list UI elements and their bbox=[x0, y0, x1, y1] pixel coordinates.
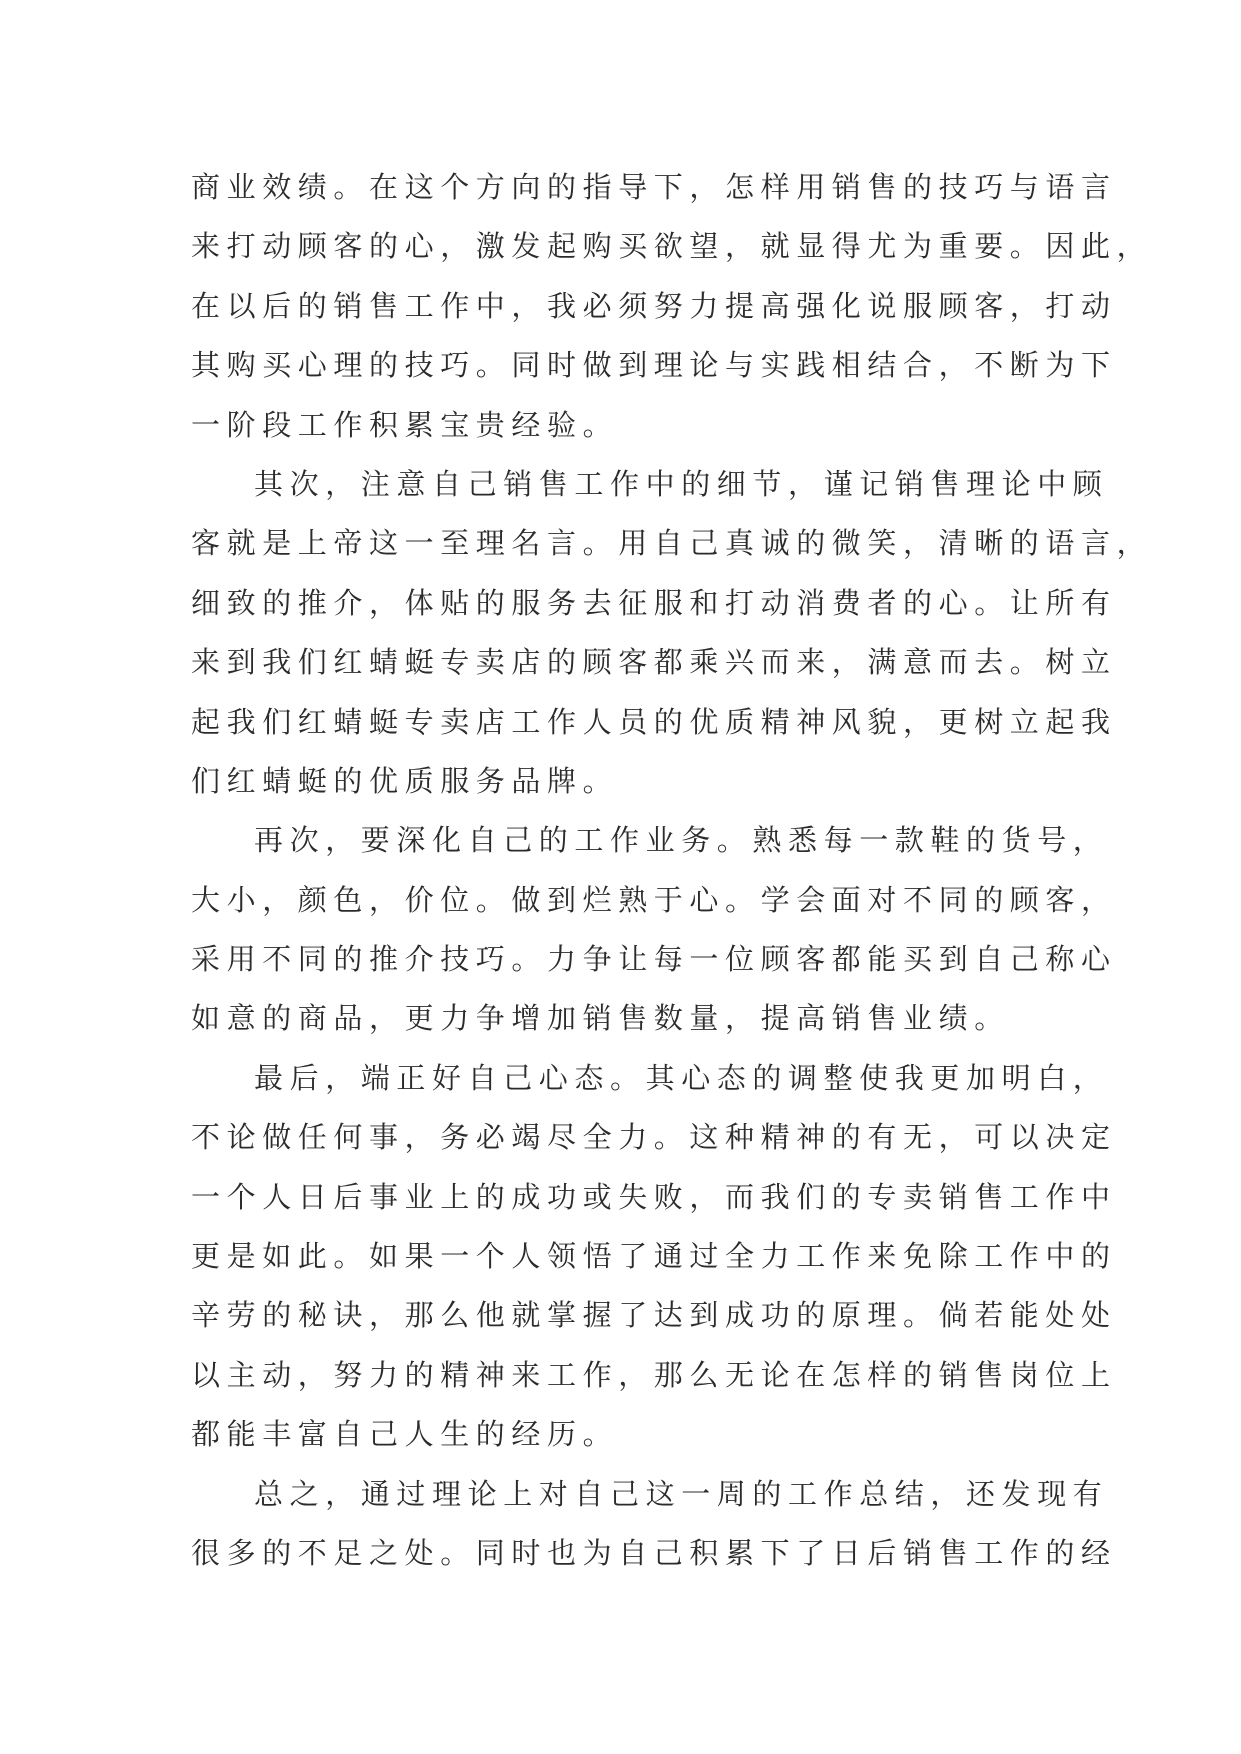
text-line: 起我们红蜻蜓专卖店工作人员的优质精神风貌，更树立起我 bbox=[191, 704, 1117, 739]
text-line: 很多的不足之处。同时也为自己积累下了日后销售工作的经 bbox=[191, 1535, 1117, 1570]
text-line: 一个人日后事业上的成功或失败，而我们的专卖销售工作中 bbox=[191, 1179, 1117, 1214]
text-line: 来打动顾客的心，激发起购买欲望，就显得尤为重要。因此， bbox=[191, 229, 1153, 264]
text-line: 大小，颜色，价位。做到烂熟于心。学会面对不同的顾客， bbox=[191, 882, 1117, 917]
text-line: 如意的商品，更力争增加销售数量，提高销售业绩。 bbox=[191, 1001, 1010, 1036]
text-line: 在以后的销售工作中，我必须努力提高强化说服顾客，打动 bbox=[191, 288, 1117, 323]
text-line: 其次，注意自己销售工作中的细节，谨记销售理论中顾 bbox=[254, 466, 1109, 501]
text-line: 总之，通过理论上对自己这一周的工作总结，还发现有 bbox=[254, 1476, 1109, 1511]
text-line: 以主动，努力的精神来工作，那么无论在怎样的销售岗位上 bbox=[191, 1357, 1117, 1392]
text-line: 辛劳的秘诀，那么他就掌握了达到成功的原理。倘若能处处 bbox=[191, 1298, 1117, 1333]
text-line: 其购买心理的技巧。同时做到理论与实践相结合，不断为下 bbox=[191, 348, 1117, 383]
text-line: 来到我们红蜻蜓专卖店的顾客都乘兴而来，满意而去。树立 bbox=[191, 645, 1117, 680]
document-body bbox=[191, 158, 1153, 1583]
text-line: 都能丰富自己人生的经历。 bbox=[191, 1417, 619, 1452]
text-line: 一阶段工作积累宝贵经验。 bbox=[191, 407, 619, 442]
text-line: 最后，端正好自己心态。其心态的调整使我更加明白， bbox=[254, 1060, 1109, 1095]
text-line: 客就是上帝这一至理名言。用自己真诚的微笑，清晰的语言， bbox=[191, 526, 1153, 561]
text-line: 细致的推介，体贴的服务去征服和打动消费者的心。让所有 bbox=[191, 585, 1117, 620]
text-line: 更是如此。如果一个人领悟了通过全力工作来免除工作中的 bbox=[191, 1239, 1117, 1274]
text-line: 们红蜻蜓的优质服务品牌。 bbox=[191, 763, 619, 798]
text-line: 不论做任何事，务必竭尽全力。这种精神的有无，可以决定 bbox=[191, 1120, 1117, 1155]
text-line: 再次，要深化自己的工作业务。熟悉每一款鞋的货号， bbox=[254, 823, 1109, 858]
text-line: 采用不同的推介技巧。力争让每一位顾客都能买到自己称心 bbox=[191, 942, 1117, 977]
text-line: 商业效绩。在这个方向的指导下，怎样用销售的技巧与语言 bbox=[191, 170, 1117, 204]
